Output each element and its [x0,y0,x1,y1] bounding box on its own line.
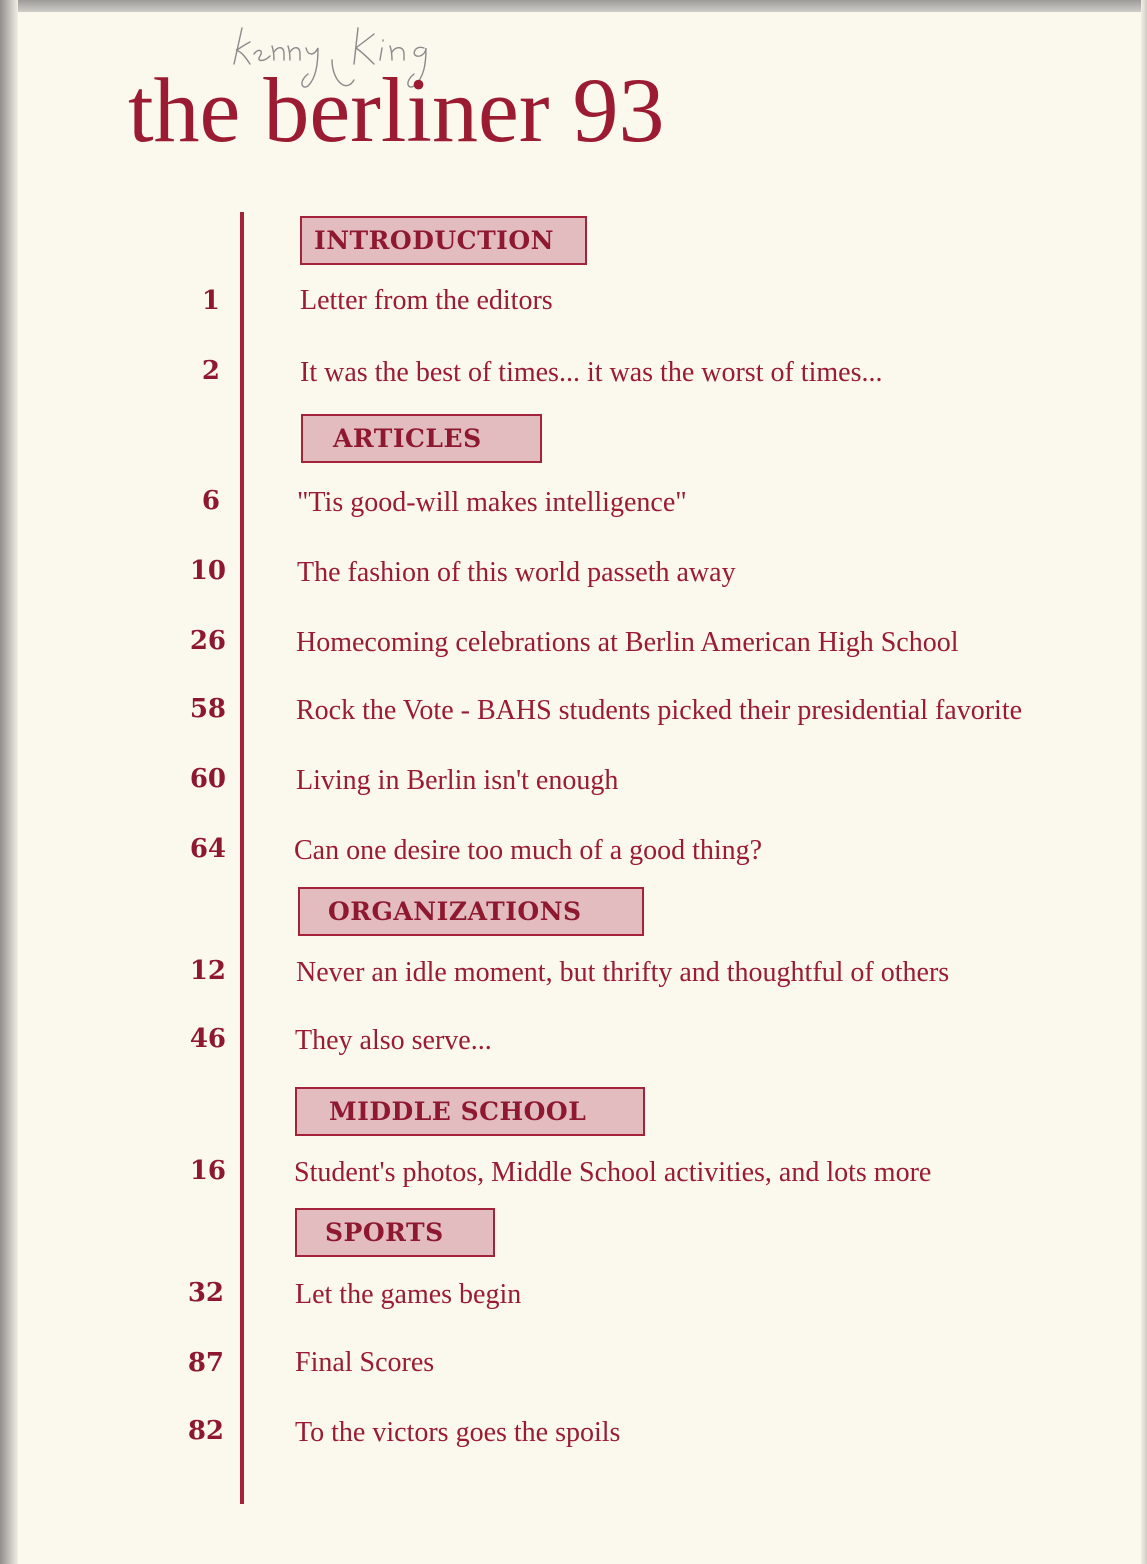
scan-left-edge [0,0,18,1564]
scan-right-edge [1141,0,1147,1564]
page-number: 16 [189,1156,226,1186]
toc-entry: Can one desire too much of a good thing? [294,835,763,866]
page-number: 46 [189,1024,226,1054]
page-number: 26 [189,626,226,656]
page-number: 10 [189,556,226,586]
section-header-sports: SPORTS [295,1208,495,1257]
toc-entry: They also serve... [295,1025,492,1056]
toc-entry: Final Scores [295,1347,435,1378]
page-number: 12 [189,956,226,986]
page-number: 1 [201,286,220,316]
toc-entry: "Tis good-will makes intelligence" [297,487,687,518]
section-header-organizations: ORGANIZATIONS [298,887,644,936]
toc-entry: Let the games begin [295,1279,522,1310]
yearbook-title: the berliner 93 [128,59,665,161]
toc-entry: It was the best of times... it was the worst of times... [300,357,883,388]
toc-entry: Never an idle moment, but thrifty and thoughtful of others [296,957,950,988]
page-number: 60 [189,764,226,794]
section-header-middle-school: MIDDLE SCHOOL [295,1087,645,1136]
page-number: 64 [189,834,226,864]
toc-entry: Rock the Vote - BAHS students picked their presidential favorite [296,695,1023,726]
page-number: 6 [201,486,220,516]
page-number: 2 [201,356,220,386]
toc-entry: Homecoming celebrations at Berlin American High School [296,627,959,658]
section-header-introduction: INTRODUCTION [300,216,587,265]
section-header-articles: ARTICLES [301,414,542,463]
vertical-divider [240,212,244,1504]
toc-entry: Student's photos, Middle School activities, and lots more [294,1157,932,1188]
toc-entry: To the victors goes the spoils [295,1417,621,1448]
page-number: 58 [189,694,226,724]
page-number: 82 [187,1416,224,1446]
page-number: 32 [187,1278,224,1308]
toc-entry: The fashion of this world passeth away [297,557,736,588]
scan-top-edge [0,0,1147,12]
toc-entry: Letter from the editors [300,285,553,316]
page-number: 87 [187,1348,224,1378]
toc-entry: Living in Berlin isn't enough [296,765,619,796]
